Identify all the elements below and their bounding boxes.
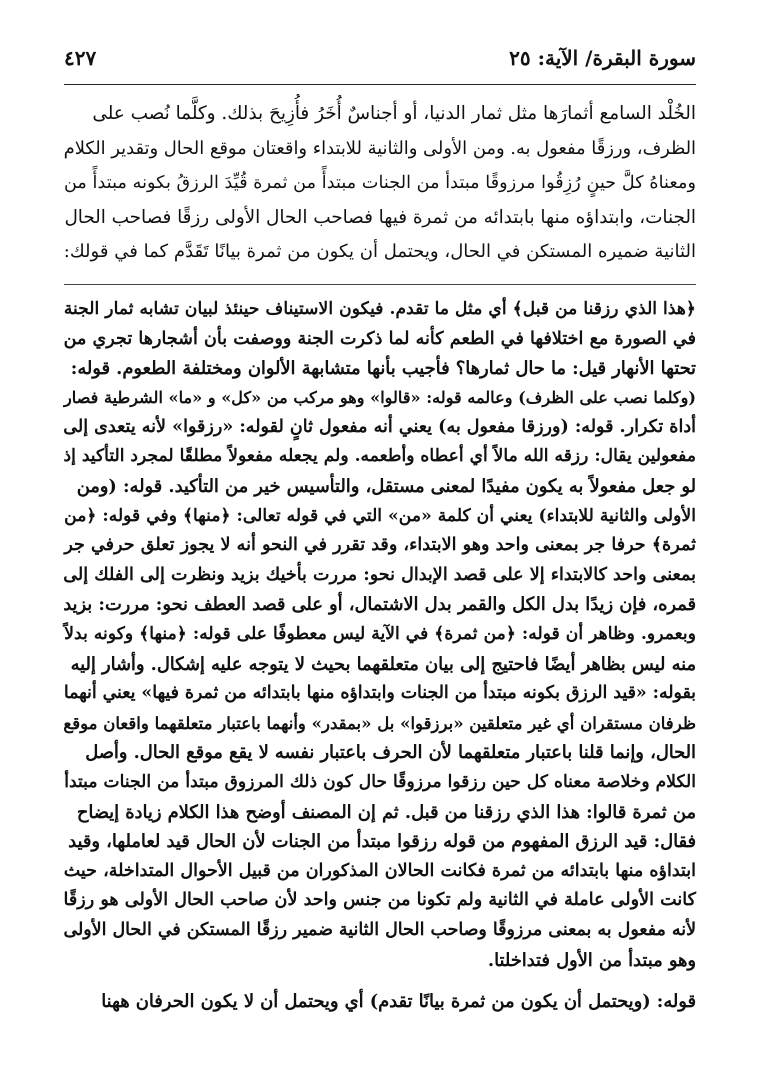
main-text	[64, 97, 696, 270]
commentary-line: ابتداؤه منها بابتدائه من ثمرة فكانت الحالان المذكوران من قبيل الأحوال المتداخلة، حيث	[63, 860, 696, 881]
commentary-line: ثمرة﴾ حرفا جر بمعنى واحد وهو الابتداء، وقد تقرر في النحو أنه لا يجوز تعلق حرفي جر	[64, 535, 696, 556]
commentary-line: بمعنى واحد كالابتداء إلا على قصد الإبدال نحو: مررت بأخيك بزيد ونظرت إلى الفلك إلى	[63, 564, 696, 585]
main-text-line: الثانية ضميره المستكن في الحال، ويحتمل أن يكون من ثمرة بيانًا تَقَدَّم كما في قولك:	[63, 241, 696, 262]
paragraph-gap	[64, 975, 696, 987]
surah-verse-title: سورة البقرة/ الآية: ٢٥	[509, 46, 696, 70]
commentary-line: قمره، فإن زيدًا بدل الكل والقمر بدل الاشتمال، أو على قصد العطف نحو: مررت: بزيد	[63, 594, 696, 616]
commentary-line: من ثمرة قالوا: هذا الذي رزقنا من قبل. ثم إن المصنف أوضح هذا الكلام زيادة إيضاح	[76, 801, 696, 823]
commentary-line: (وكلما نصب على الظرف) وعالمه قوله: «قالوا» وهو مركب من «كل» و «ما» الشرطية فصار	[64, 388, 696, 408]
section-separator	[64, 284, 696, 285]
commentary-line: منه ليس بظاهر أيضًا فاحتيج إلى بيان متعلقهما بحيث لا يتوجه عليه إشكال. وأشار إليه	[70, 653, 696, 675]
commentary-line: ظرفان مستقران أي غير متعلقين «برزقوا» بل «بمقدر» وأنهما باعتبار متعلقهما واقعان موقع	[63, 712, 696, 733]
page-number: ٤٢٧	[64, 46, 97, 70]
commentary-text	[64, 295, 696, 1017]
commentary-line: بقوله: «قيد الرزق بكونه مبتدأ من الجنات وابتداؤه منها بابتدائه من ثمرة فيها» يعني أنهما	[63, 683, 696, 704]
commentary-line: ﴿هذا الذي رزقنا من قبل﴾ أي مثل ما تقدم. فيكون الاستيناف حينئذ لبيان تشابه ثمار الجنة	[63, 298, 696, 319]
commentary-line: وبعمرو. وظاهر أن قوله: ﴿من ثمرة﴾ في الآية ليس معطوفًا على قوله: ﴿منها﴾ وكونه بدلاً	[64, 624, 696, 645]
commentary-line: الحال، وإنما قلنا باعتبار متعلقهما لأن الحرف باعتبار نفسه لا يقع موقع الحال. وأصل	[85, 742, 696, 764]
page-header	[64, 46, 696, 76]
commentary-line: أداة تكرار. قوله: (ورزقا مفعول به) يعني أنه مفعول ثانٍ لقوله: «رزقوا» لأنه يتعدى إلى	[63, 416, 696, 437]
commentary-line: كانت الأولى عاملة في الثانية ولم تكونا من جنس واحد لأن صاحب الحال الأولى هو رزقًا	[63, 890, 696, 911]
main-text-line: الخُلْد السامع أثمارَها مثل ثمار الدنيا، أو أجناسٌ أُخَرُ فأُزِيحَ بذلك. وكلَّما نُصب على	[92, 103, 696, 124]
main-text-line: الظرف، ورزقًا مفعول به. ومن الأولى والثانية للابتداء واقعتان موقع الحال وتقدير الكلام	[63, 137, 696, 159]
commentary-line: تحتها الأنهار قيل: ما حال ثمارها؟ فأجيب بأنها متشابهة الألوان ومختلفة الطعوم. قوله:	[70, 357, 696, 379]
commentary-line: وهو مبتدأ من الأول فتداخلتا.	[487, 949, 696, 971]
main-text-line: ومعناهُ كلَّ حينٍ رُزِقُوا مرزوقًا مبتدأ من الجنات مبتدأً من ثمرة قُيِّدَ الرزقُ بكونه مبتدأً من	[63, 173, 696, 193]
commentary-line: في الصورة مع اختلافها في الطعم كأنه لما ذكرت الجنة ووصفت بأن أشجارها تجري من	[63, 328, 696, 350]
commentary-line: فقال: قيد الرزق المفهوم من قوله رزقوا مبتدأ من الجنات لأن الحال قيد لعاملها، وقيد	[68, 831, 696, 853]
commentary-line: الكلام وخلاصة معناه كل حين رزقوا مرزوقًا حال كون ذلك المرزوق مبتدأ من الجنات مبتدأ	[64, 772, 696, 792]
commentary-final-line: قوله: (ويحتمل أن يكون من ثمرة بيانًا تقدم) أي ويحتمل أن لا يكون الحرفان ههنا	[101, 991, 696, 1013]
header-rule	[64, 84, 696, 85]
commentary-line: لأنه مفعول به بمعنى مرزوقًا وصاحب الحال الثانية ضمير رزقًا المستكن في الحال الأولى	[63, 919, 696, 940]
commentary-line: لو جعل مفعولاً به يكون مفيدًا لمعنى مستقل، والتأسيس خير من التأكيد. قوله: (ومن	[76, 476, 696, 498]
main-text-line: الجنات، وابتداؤه منها بابتدائه من ثمرة فيها فصاحب الحال الأولى رزقًا فصاحب الحال	[64, 206, 696, 228]
commentary-line: الأولى والثانية للابتداء) يعني أن كلمة «من» التي في قوله تعالى: ﴿منها﴾ وفي قوله: ﴿من	[64, 505, 696, 526]
commentary-line: مفعولين يقال: رزقه الله مالاً أي أعطاه وأطعمه. ولم يجعله مفعولاً مطلقًا لمجرد التأكيد إذ	[63, 446, 696, 467]
